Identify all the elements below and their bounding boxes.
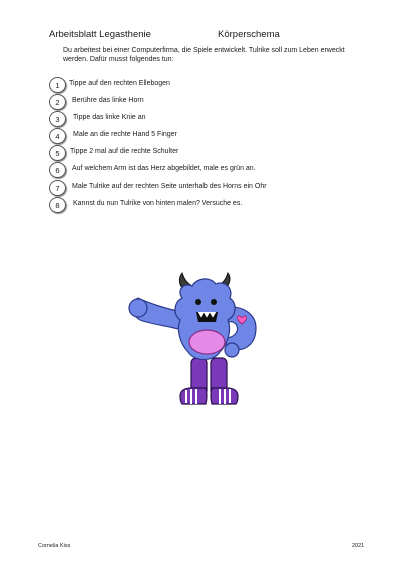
task-number-badge: 4 <box>49 128 66 144</box>
teeth <box>198 312 216 317</box>
intro-text: Du arbeitest bei einer Computerfirma, die Spiele entwickelt. Tulrike soll zum Leben erweckt werden. Dafür musst folgendes tun: <box>63 47 345 64</box>
task-text: Tippe das linke Knie an <box>73 114 146 121</box>
monster-illustration <box>124 268 259 416</box>
task-item <box>0 94 400 110</box>
left-shoe <box>180 388 207 404</box>
right-eye <box>211 299 217 305</box>
worksheet-topic: Körperschema <box>218 29 280 40</box>
left-eye <box>195 299 201 305</box>
monster-belly <box>189 330 225 354</box>
footer-year: 2021 <box>352 543 365 549</box>
task-number-badge: 2 <box>49 94 66 110</box>
task-number-badge: 5 <box>49 145 66 161</box>
task-item <box>0 128 400 144</box>
task-text: Male Tulrike auf der rechten Seite unterhalb des Horns ein Ohr <box>72 183 267 190</box>
task-text: Berühre das linke Horn <box>72 97 144 104</box>
task-number-badge: 6 <box>49 162 66 178</box>
worksheet-title: Arbeitsblatt Legasthenie <box>49 29 151 40</box>
task-text: Male an die rechte Hand 5 Finger <box>73 131 177 138</box>
task-text: Kannst du nun Tulrike von hinten malen? Versuche es. <box>73 200 243 207</box>
task-text: Tippe 2 mal auf die rechte Schulter <box>70 148 179 155</box>
footer-author: Cornelia Kiss <box>38 543 71 549</box>
task-item <box>0 197 400 213</box>
task-item <box>0 145 400 161</box>
right-hand <box>225 343 239 357</box>
task-item <box>0 111 400 127</box>
task-number-badge: 1 <box>49 77 66 93</box>
task-item <box>0 77 400 93</box>
task-item <box>0 162 400 178</box>
task-text: Auf welchem Arm ist das Herz abgebildet, male es grün an. <box>72 165 256 172</box>
task-number-badge: 3 <box>49 111 66 127</box>
task-number-badge: 7 <box>49 180 66 196</box>
left-hand <box>129 299 147 317</box>
task-number-badge: 8 <box>49 197 66 213</box>
task-item <box>0 180 400 196</box>
task-text: Tippe auf den rechten Ellebogen <box>69 80 170 87</box>
